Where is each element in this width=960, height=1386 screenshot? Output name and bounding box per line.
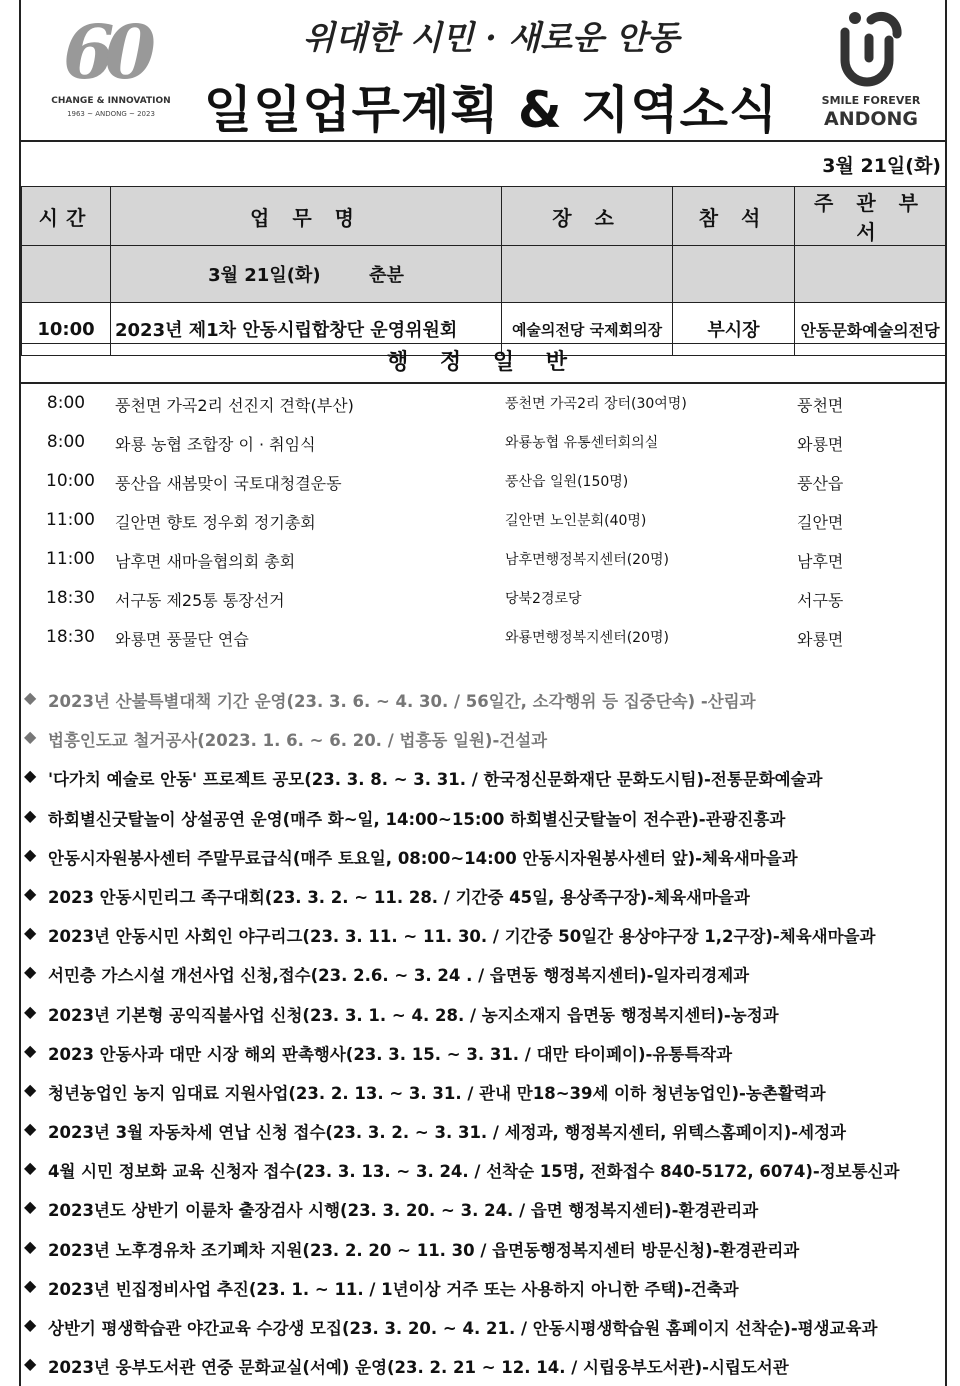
notice-item — [21, 1189, 945, 1228]
list-item — [21, 424, 945, 463]
diamond-bullet-icon: ◆ — [24, 1001, 37, 1021]
diamond-bullet-icon: ◆ — [24, 1315, 37, 1334]
admin-place: 와룡농협 유통센터회의실 — [505, 435, 659, 451]
diamond-bullet-icon: ◆ — [24, 1040, 37, 1060]
notice-text: 2023년 웅부도서관 연중 문화교실(서예) 운영(23. 2. 21 ~ 12. 14. / 시립웅부도서관)-시립도서관 — [48, 1358, 789, 1378]
admin-time: 18:30 — [46, 588, 95, 608]
diamond-bullet-icon: ◆ — [24, 923, 37, 943]
admin-dept: 길안면 — [797, 513, 844, 532]
diamond-bullet-icon: ◆ — [24, 844, 37, 864]
date-row — [21, 140, 945, 188]
notice-item — [21, 915, 945, 954]
admin-task: 와룡 농협 조합장 이 · 취임식 — [115, 435, 316, 454]
diamond-bullet-icon: ◆ — [24, 1236, 37, 1256]
holiday-term: 춘분 — [369, 265, 404, 286]
col-header-dept: 주 관 부 서 — [795, 187, 946, 246]
notice-item — [21, 1150, 945, 1189]
admin-section-heading: 행 정 일 반 — [21, 343, 945, 384]
admin-task: 풍천면 가곡2리 선진지 견학(부산) — [115, 396, 354, 415]
diamond-bullet-icon: ◆ — [24, 1158, 37, 1178]
event-task: 2023년 제1차 안동시립합창단 운영위원회 — [111, 303, 502, 356]
notice-text: 4월 시민 정보화 교육 신청자 접수(23. 3. 13. ~ 3. 24. / 선착순 15명, 전화접수 840-5172, 6074)-정보통신과 — [48, 1162, 900, 1182]
admin-place: 와룡면행정복지센터(20명) — [505, 630, 669, 646]
document-date: 3월 21일(화) — [822, 155, 941, 177]
admin-time: 10:00 — [46, 471, 95, 491]
notice-text: 서민층 가스시설 개선사업 신청,접수(23. 2.6. ~ 3. 24 . / 읍면동 행정복지센터)-일자리경제과 — [48, 966, 750, 986]
notice-text: 2023년 3월 자동차세 연납 신청 접수(23. 3. 2. ~ 3. 31. / 세정과, 행정복지센터, 위텍스홈페이지)-세정과 — [48, 1123, 846, 1143]
anniversary-logo — [51, 10, 171, 125]
notice-text: 2023년 산불특별대책 기간 운영(23. 3. 6. ~ 4. 30. / 56일간, 소각행위 등 집중단속) -산림과 — [48, 692, 756, 711]
notice-text: 하회별신굿탈놀이 상설공연 운영(매주 화~일, 14:00~15:00 하회별신굿탈놀이 전수관)-관광진흥과 — [48, 809, 786, 829]
notice-text: '다가치 예술로 안동' 프로젝트 공모(23. 3. 8. ~ 3. 31. / 한국정신문화재단 문화도시팀)-전통문화예술과 — [48, 770, 823, 790]
event-dept: 안동문화예술의전당 — [795, 303, 946, 356]
list-item — [21, 580, 945, 619]
diamond-bullet-icon: ◆ — [24, 1275, 37, 1295]
event-place: 예술의전당 국제회의장 — [502, 303, 673, 356]
admin-place: 당북2경로당 — [505, 591, 582, 607]
admin-dept: 남후면 — [797, 552, 844, 571]
notice-item — [21, 719, 945, 758]
notice-text: 2023년 안동시민 사회인 야구리그(23. 3. 11. ~ 11. 30. / 기간중 50일간 용상야구장 1,2구장)-체육새마을과 — [48, 927, 876, 947]
notice-item — [21, 994, 945, 1033]
list-item — [21, 619, 945, 658]
diamond-bullet-icon: ◆ — [24, 688, 37, 707]
diamond-bullet-icon: ◆ — [24, 1119, 37, 1139]
notice-text: 2023 안동시민리그 족구대회(23. 3. 2. ~ 11. 28. / 기간중 45일, 용상족구장)-체육새마을과 — [48, 887, 750, 907]
slogan: 위대한 시민 · 새로운 안동 — [302, 18, 680, 57]
col-header-place: 장 소 — [502, 187, 673, 246]
diamond-bullet-icon: ◆ — [24, 962, 37, 982]
notice-text: 2023 안동사과 대만 시장 해외 판촉행사(23. 3. 15. ~ 3. 31. / 대만 타이페이)-유통특작과 — [48, 1044, 733, 1064]
diamond-bullet-icon: ◆ — [24, 1197, 37, 1217]
notice-item — [21, 1111, 945, 1150]
admin-place: 남후면행정복지센터(20명) — [505, 552, 669, 568]
anniversary-logo-line1: CHANGE & INNOVATION — [51, 96, 171, 106]
holiday-row — [22, 246, 946, 303]
event-time: 10:00 — [22, 303, 111, 356]
andong-logo-line2: ANDONG — [823, 108, 919, 130]
admin-place: 길안면 노인분회(40명) — [505, 513, 647, 529]
notice-list — [21, 680, 945, 1385]
notice-item — [21, 1033, 945, 1072]
anniversary-logo-line2: 1963 ~ ANDONG ~ 2023 — [67, 110, 155, 118]
andong-logo — [801, 8, 941, 128]
notice-text: 2023년 노후경유차 조기폐차 지원(23. 2. 20 ~ 11. 30 / 읍면동행정복지센터 방문신청)-환경관리과 — [48, 1240, 800, 1260]
admin-task: 풍산읍 새봄맞이 국토대청결운동 — [115, 474, 342, 493]
admin-time: 8:00 — [46, 432, 86, 452]
col-header-attendee: 참 석 — [673, 187, 795, 246]
notice-text: 법흥인도교 철거공사(2023. 1. 6. ~ 6. 20. / 법흥동 일원)-건설과 — [48, 731, 548, 751]
list-item — [21, 541, 945, 580]
notice-item — [21, 1346, 945, 1385]
admin-dept: 와룡면 — [797, 630, 844, 649]
document-header — [21, 0, 945, 142]
page-title: 일일업무계획 & 지역소식 — [203, 81, 779, 139]
list-item — [21, 463, 945, 502]
list-item — [21, 385, 945, 424]
admin-time: 11:00 — [46, 510, 95, 530]
col-header-time: 시간 — [22, 187, 111, 246]
admin-dept: 풍천면 — [797, 396, 844, 415]
notice-item — [21, 758, 945, 797]
admin-time: 18:30 — [46, 627, 95, 647]
anniversary-logo-mark: 60 — [63, 10, 146, 96]
diamond-bullet-icon: ◆ — [24, 1079, 37, 1099]
holiday-date: 3월 21일(화) — [208, 265, 321, 286]
diamond-bullet-icon: ◆ — [24, 766, 37, 786]
admin-place: 풍천면 가곡2리 장터(30여명) — [505, 396, 687, 412]
notice-item — [21, 798, 945, 837]
notice-text: 2023년 기본형 공익직불사업 신청(23. 3. 1. ~ 4. 28. / 농지소재지 읍면동 행정복지센터)-농정과 — [48, 1005, 779, 1025]
notice-text: 2023년도 상반기 이륜차 출장검사 시행(23. 3. 20. ~ 3. 24. / 읍면 행정복지센터)-환경관리과 — [48, 1201, 759, 1221]
notice-item — [21, 1307, 945, 1346]
admin-task: 와룡면 풍물단 연습 — [115, 630, 249, 649]
notice-item — [21, 1072, 945, 1111]
list-item — [21, 502, 945, 541]
notice-text: 상반기 평생학습관 야간교육 수강생 모집(23. 3. 20. ~ 4. 21. / 안동시평생학습원 홈페이지 선착순)-평생교육과 — [48, 1319, 878, 1338]
admin-task: 길안면 향토 정우회 정기총회 — [115, 513, 316, 532]
notice-item — [21, 1229, 945, 1268]
diamond-bullet-icon: ◆ — [24, 727, 37, 747]
admin-task: 남후면 새마을협의회 총회 — [115, 552, 296, 571]
notice-item — [21, 1268, 945, 1307]
andong-logo-line1: SMILE FOREVER — [821, 94, 921, 107]
andong-logo-icon — [831, 8, 911, 90]
admin-place: 풍산읍 일원(150명) — [505, 474, 629, 490]
notice-item — [21, 876, 945, 915]
document-page — [19, 0, 947, 1386]
notice-text: 청년농업인 농지 임대료 지원사업(23. 2. 13. ~ 3. 31. / 관내 만18~39세 이하 청년농업인)-농촌활력과 — [48, 1083, 826, 1103]
admin-time: 11:00 — [46, 549, 95, 569]
admin-time: 8:00 — [46, 393, 86, 413]
col-header-task: 업 무 명 — [111, 187, 502, 246]
diamond-bullet-icon: ◆ — [24, 1354, 37, 1374]
notice-item — [21, 680, 945, 719]
admin-dept: 풍산읍 — [797, 474, 844, 493]
admin-list — [21, 385, 945, 658]
diamond-bullet-icon: ◆ — [24, 805, 37, 825]
notice-text: 2023년 빈집정비사업 추진(23. 1. ~ 11. / 1년이상 거주 또는 사용하지 아니한 주택)-건축과 — [48, 1279, 739, 1299]
admin-dept: 서구동 — [797, 591, 844, 610]
schedule-header-row — [22, 187, 946, 246]
notice-item — [21, 954, 945, 993]
diamond-bullet-icon: ◆ — [24, 883, 37, 903]
event-attendee: 부시장 — [673, 303, 795, 356]
holiday-cell — [111, 246, 502, 303]
schedule-table — [21, 186, 946, 356]
admin-dept: 와룡면 — [797, 435, 844, 454]
admin-task: 서구동 제25통 통장선거 — [115, 591, 285, 610]
notice-item — [21, 837, 945, 876]
notice-text: 안동시자원봉사센터 주말무료급식(매주 토요일, 08:00~14:00 안동시자원봉사센터 앞)-체육새마을과 — [48, 848, 798, 868]
